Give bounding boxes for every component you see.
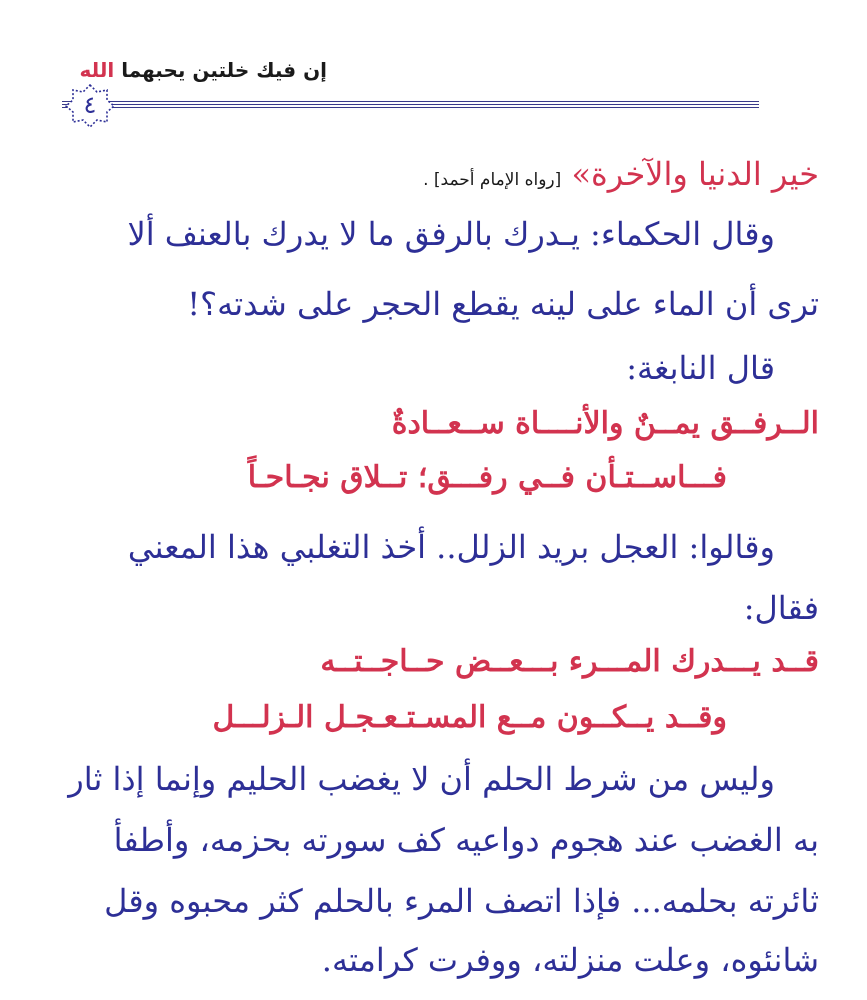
- poem-verse-3: قــد يـــدرك المـــرء بـــعــض حــاجــتــه: [320, 644, 819, 679]
- header-rule: [62, 101, 759, 108]
- running-title: إن فيك خلتين يحبهما: [121, 58, 327, 82]
- text-line-4: قال النابغة:: [626, 349, 775, 387]
- citation: [رواه الإمام أحمد] .: [423, 170, 562, 190]
- text-line-8: به الغضب عند هجوم دواعيه كف سورته بحزمه، وأطفأ: [113, 821, 819, 859]
- page-number-badge: [60, 82, 120, 130]
- text-line-9: ثائرته بحلمه... فإذا اتصف المرء بالحلم كثر محبوه وقل: [104, 882, 819, 920]
- running-header: [80, 58, 327, 82]
- text-line-2: وقال الحكماء: يـدرك بالرفق ما لا يدرك بالعنف ألا: [127, 215, 775, 253]
- poem-verse-2: فـــاســتـأن فــي رفـــق؛ تــلاق نجـاحـاً: [247, 460, 727, 495]
- text-line-6: فقال:: [743, 589, 819, 627]
- running-title-allah: الله: [79, 58, 115, 82]
- page-number: ٤: [83, 91, 97, 119]
- text-line-10: شانئوه، وعلت منزلته، ووفرت كرامته.: [321, 941, 819, 979]
- poem-verse-1: الــرفــق يمــنٌ والأنــــاة ســعــادةٌ: [391, 406, 819, 441]
- poem-verse-4: وقــد يــكــون مــع المسـتـعـجـل الـزلـــل: [212, 700, 727, 735]
- hadith-ending: خير الدنيا والآخرة»: [571, 155, 819, 193]
- text-line-5: وقالوا: العجل بريد الزلل.. أخذ التغلبي هذا المعني: [127, 528, 775, 566]
- text-line-3: ترى أن الماء على لينه يقطع الحجر على شدته؟!: [187, 285, 819, 323]
- text-line-1: [423, 152, 819, 202]
- text-line-7: وليس من شرط الحلم أن لا يغضب الحليم وإنما إذا ثار: [68, 760, 775, 798]
